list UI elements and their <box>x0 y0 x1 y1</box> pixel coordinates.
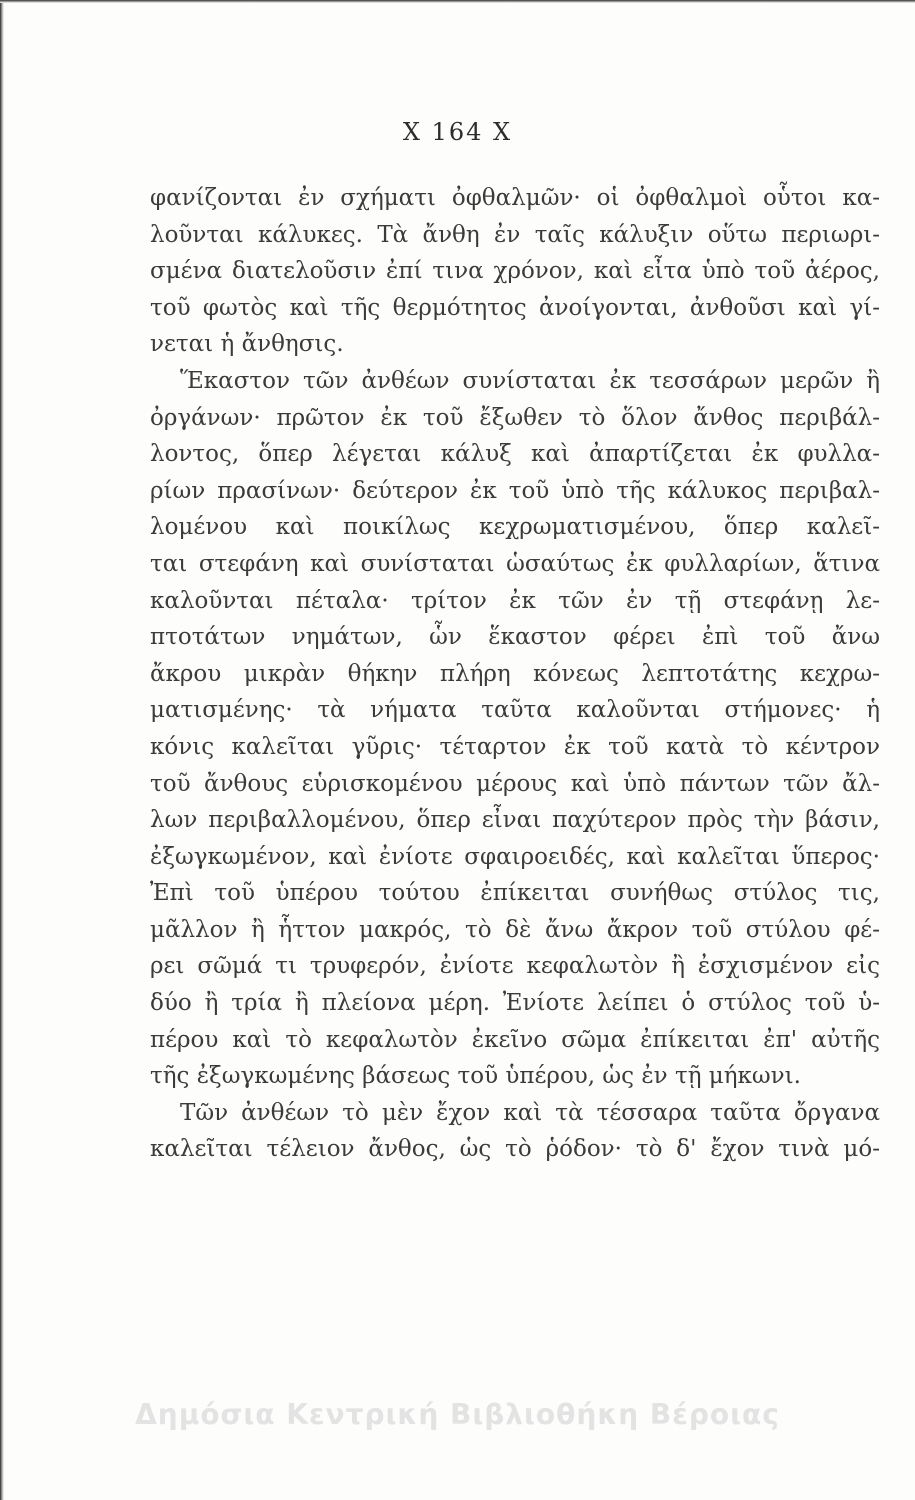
text-line: λων περιβαλλομένου, ὅπερ εἶναι παχύτερον πρὸς τὴν βάσιν, <box>150 807 880 834</box>
text-line: ρίων πρασίνων· δεύτερον ἐκ τοῦ ὑπὸ τῆς κάλυκος περιβαλ- <box>150 477 880 504</box>
text-line: τοῦ φωτὸς καὶ τῆς θερμότητος ἀνοίγονται, ἀνθοῦσι καὶ γί- <box>150 294 880 321</box>
text-line: καλοῦνται πέταλα· τρίτον ἐκ τῶν ἐν τῇ στεφάνῃ λε- <box>150 587 880 614</box>
text-line: φανίζονται ἐν σχήματι ὀφθαλμῶν· οἱ ὀφθαλμοὶ οὗτοι κα- <box>150 185 880 211</box>
text-line: ρει σῶμά τι τρυφερόν, ἐνίοτε κεφαλωτὸν ἢ ἐσχισμένον εἰς <box>150 953 880 980</box>
text-line: ται στεφάνη καὶ συνίσταται ὡσαύτως ἐκ φυλλαρίων, ἅτινα <box>150 550 880 577</box>
text-line: πτοτάτων νημάτων, ὧν ἕκαστον φέρει ἐπὶ τοῦ ἄνω <box>150 624 880 651</box>
text-line: ἐξωγκωμένον, καὶ ἐνίοτε σφαιροειδές, καὶ καλεῖται ὕπερος· <box>150 843 880 870</box>
text-line: λοντος, ὅπερ λέγεται κάλυξ καὶ ἀπαρτίζεται ἐκ φυλλα- <box>150 441 880 468</box>
text-line: Ἐπὶ τοῦ ὑπέρου τούτου ἐπίκειται συνήθως στύλος τις, <box>150 880 880 907</box>
page-top-shadow <box>0 0 915 3</box>
text-line: ματισμένης· τὰ νήματα ταῦτα καλοῦνται στήμονες· ἡ <box>150 697 880 724</box>
text-line: τοῦ ἄνθους εὑρισκομένου μέρους καὶ ὑπὸ πάντων τῶν ἄλ- <box>150 770 880 797</box>
text-line: σμένα διατελοῦσιν ἐπί τινα χρόνον, καὶ εἶτα ὑπὸ τοῦ ἀέρος, <box>150 258 880 285</box>
body-text <box>150 180 880 1168</box>
text-line: λοῦνται κάλυκες. Τὰ ἄνθη ἐν ταῖς κάλυξιν οὕτω περιωρι- <box>150 221 880 248</box>
text-line: λομένου καὶ ποικίλως κεχρωματισμένου, ὅπερ καλεῖ- <box>150 514 880 541</box>
library-watermark: Δημόσια Κεντρική Βιβλιοθήκη Βέροιας <box>135 1398 780 1431</box>
text-line: δύο ἢ τρία ἢ πλείονα μέρη. Ἐνίοτε λείπει ὁ στύλος τοῦ ὑ- <box>150 990 880 1017</box>
text-line: τῆς ἐξωγκωμένης βάσεως τοῦ ὑπέρου, ὡς ἐν τῇ μήκωνι. <box>150 1063 801 1090</box>
text-line: ἄκρου μικρὰν θήκην πλήρη κόνεως λεπτοτάτης κεχρω- <box>150 660 880 687</box>
page-number: X 164 X <box>402 118 513 146</box>
text-line: Ἕκαστον τῶν ἀνθέων συνίσταται ἐκ τεσσάρων μερῶν ἢ <box>180 367 880 394</box>
page-edge-shadow <box>0 0 4 1500</box>
text-line: Τῶν ἀνθέων τὸ μὲν ἔχον καὶ τὰ τέσσαρα ταῦτα ὄργανα <box>180 1099 880 1126</box>
text-line: νεται ἡ ἄνθησις. <box>150 331 344 358</box>
text-line: πέρου καὶ τὸ κεφαλωτὸν ἐκεῖνο σῶμα ἐπίκειται ἐπ' αὐτῆς <box>150 1026 880 1053</box>
text-line: μᾶλλον ἢ ἧττον μακρός, τὸ δὲ ἄνω ἄκρον τοῦ στύλου φέ- <box>150 916 880 943</box>
text-line: κόνις καλεῖται γῦρις· τέταρτον ἐκ τοῦ κατὰ τὸ κέντρον <box>150 733 880 760</box>
text-line: καλεῖται τέλειον ἄνθος, ὡς τὸ ῥόδον· τὸ δ' ἔχον τινὰ μό- <box>150 1136 880 1163</box>
text-line: ὀργάνων· πρῶτον ἐκ τοῦ ἔξωθεν τὸ ὅλον ἄνθος περιβάλ- <box>150 404 880 431</box>
